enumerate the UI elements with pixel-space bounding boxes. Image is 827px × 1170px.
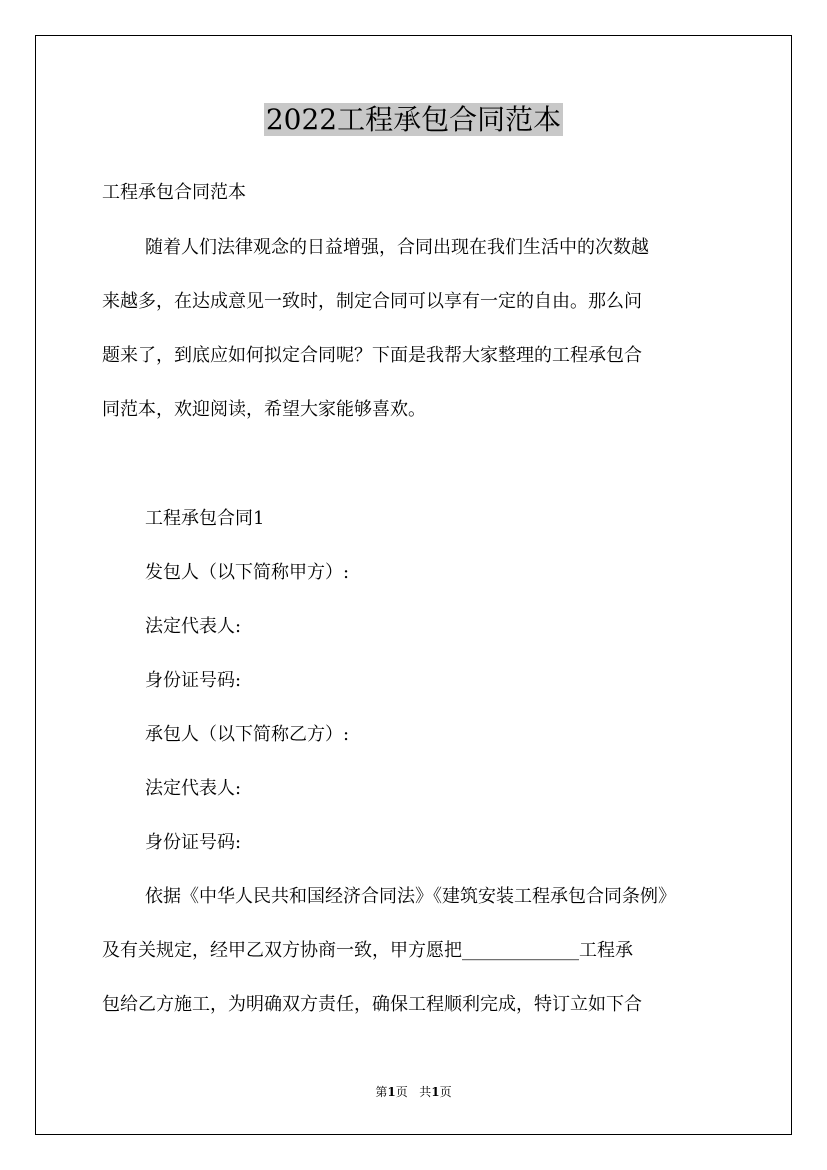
- field-contractor-id: 身份证号码:: [145, 832, 242, 853]
- body-line-1: 依据《中华人民共和国经济合同法》《建筑安装工程承包合同条例》: [145, 886, 676, 907]
- field-contractor-representative: 法定代表人:: [145, 778, 242, 799]
- intro-line-2: 来越多，在达成意见一致时，制定合同可以享有一定的自由。那么问: [102, 291, 642, 312]
- title-text: 2022工程承包合同范本: [265, 103, 562, 136]
- field-employer: 发包人（以下简称甲方）:: [145, 562, 350, 583]
- intro-line-3: 题来了，到底应如何拟定合同呢？下面是我帮大家整理的工程承包合: [102, 345, 642, 366]
- page-footer: [0, 1084, 827, 1100]
- body-line-3: 包给乙方施工，为明确双方责任，确保工程顺利完成，特订立如下合: [102, 994, 642, 1015]
- document-title: [0, 100, 827, 140]
- subtitle: 工程承包合同范本: [102, 182, 246, 203]
- footer-prefix: 第: [375, 1085, 388, 1099]
- field-contractor: 承包人（以下简称乙方）:: [145, 724, 350, 745]
- body-line-2: 及有关规定，经甲乙双方协商一致，甲方愿把_____________工程承: [102, 940, 633, 961]
- footer-current-page: 1: [387, 1085, 396, 1099]
- intro-line-1: 随着人们法律观念的日益增强，合同出现在我们生活中的次数越: [145, 237, 649, 258]
- intro-line-4: 同范本，欢迎阅读，希望大家能够喜欢。: [102, 399, 426, 420]
- field-employer-representative: 法定代表人:: [145, 616, 242, 637]
- footer-mid: 页 共: [395, 1085, 432, 1099]
- field-employer-id: 身份证号码:: [145, 670, 242, 691]
- footer-suffix: 页: [439, 1085, 452, 1099]
- footer-total-pages: 1: [431, 1085, 440, 1099]
- contract-heading: 工程承包合同1: [145, 508, 265, 529]
